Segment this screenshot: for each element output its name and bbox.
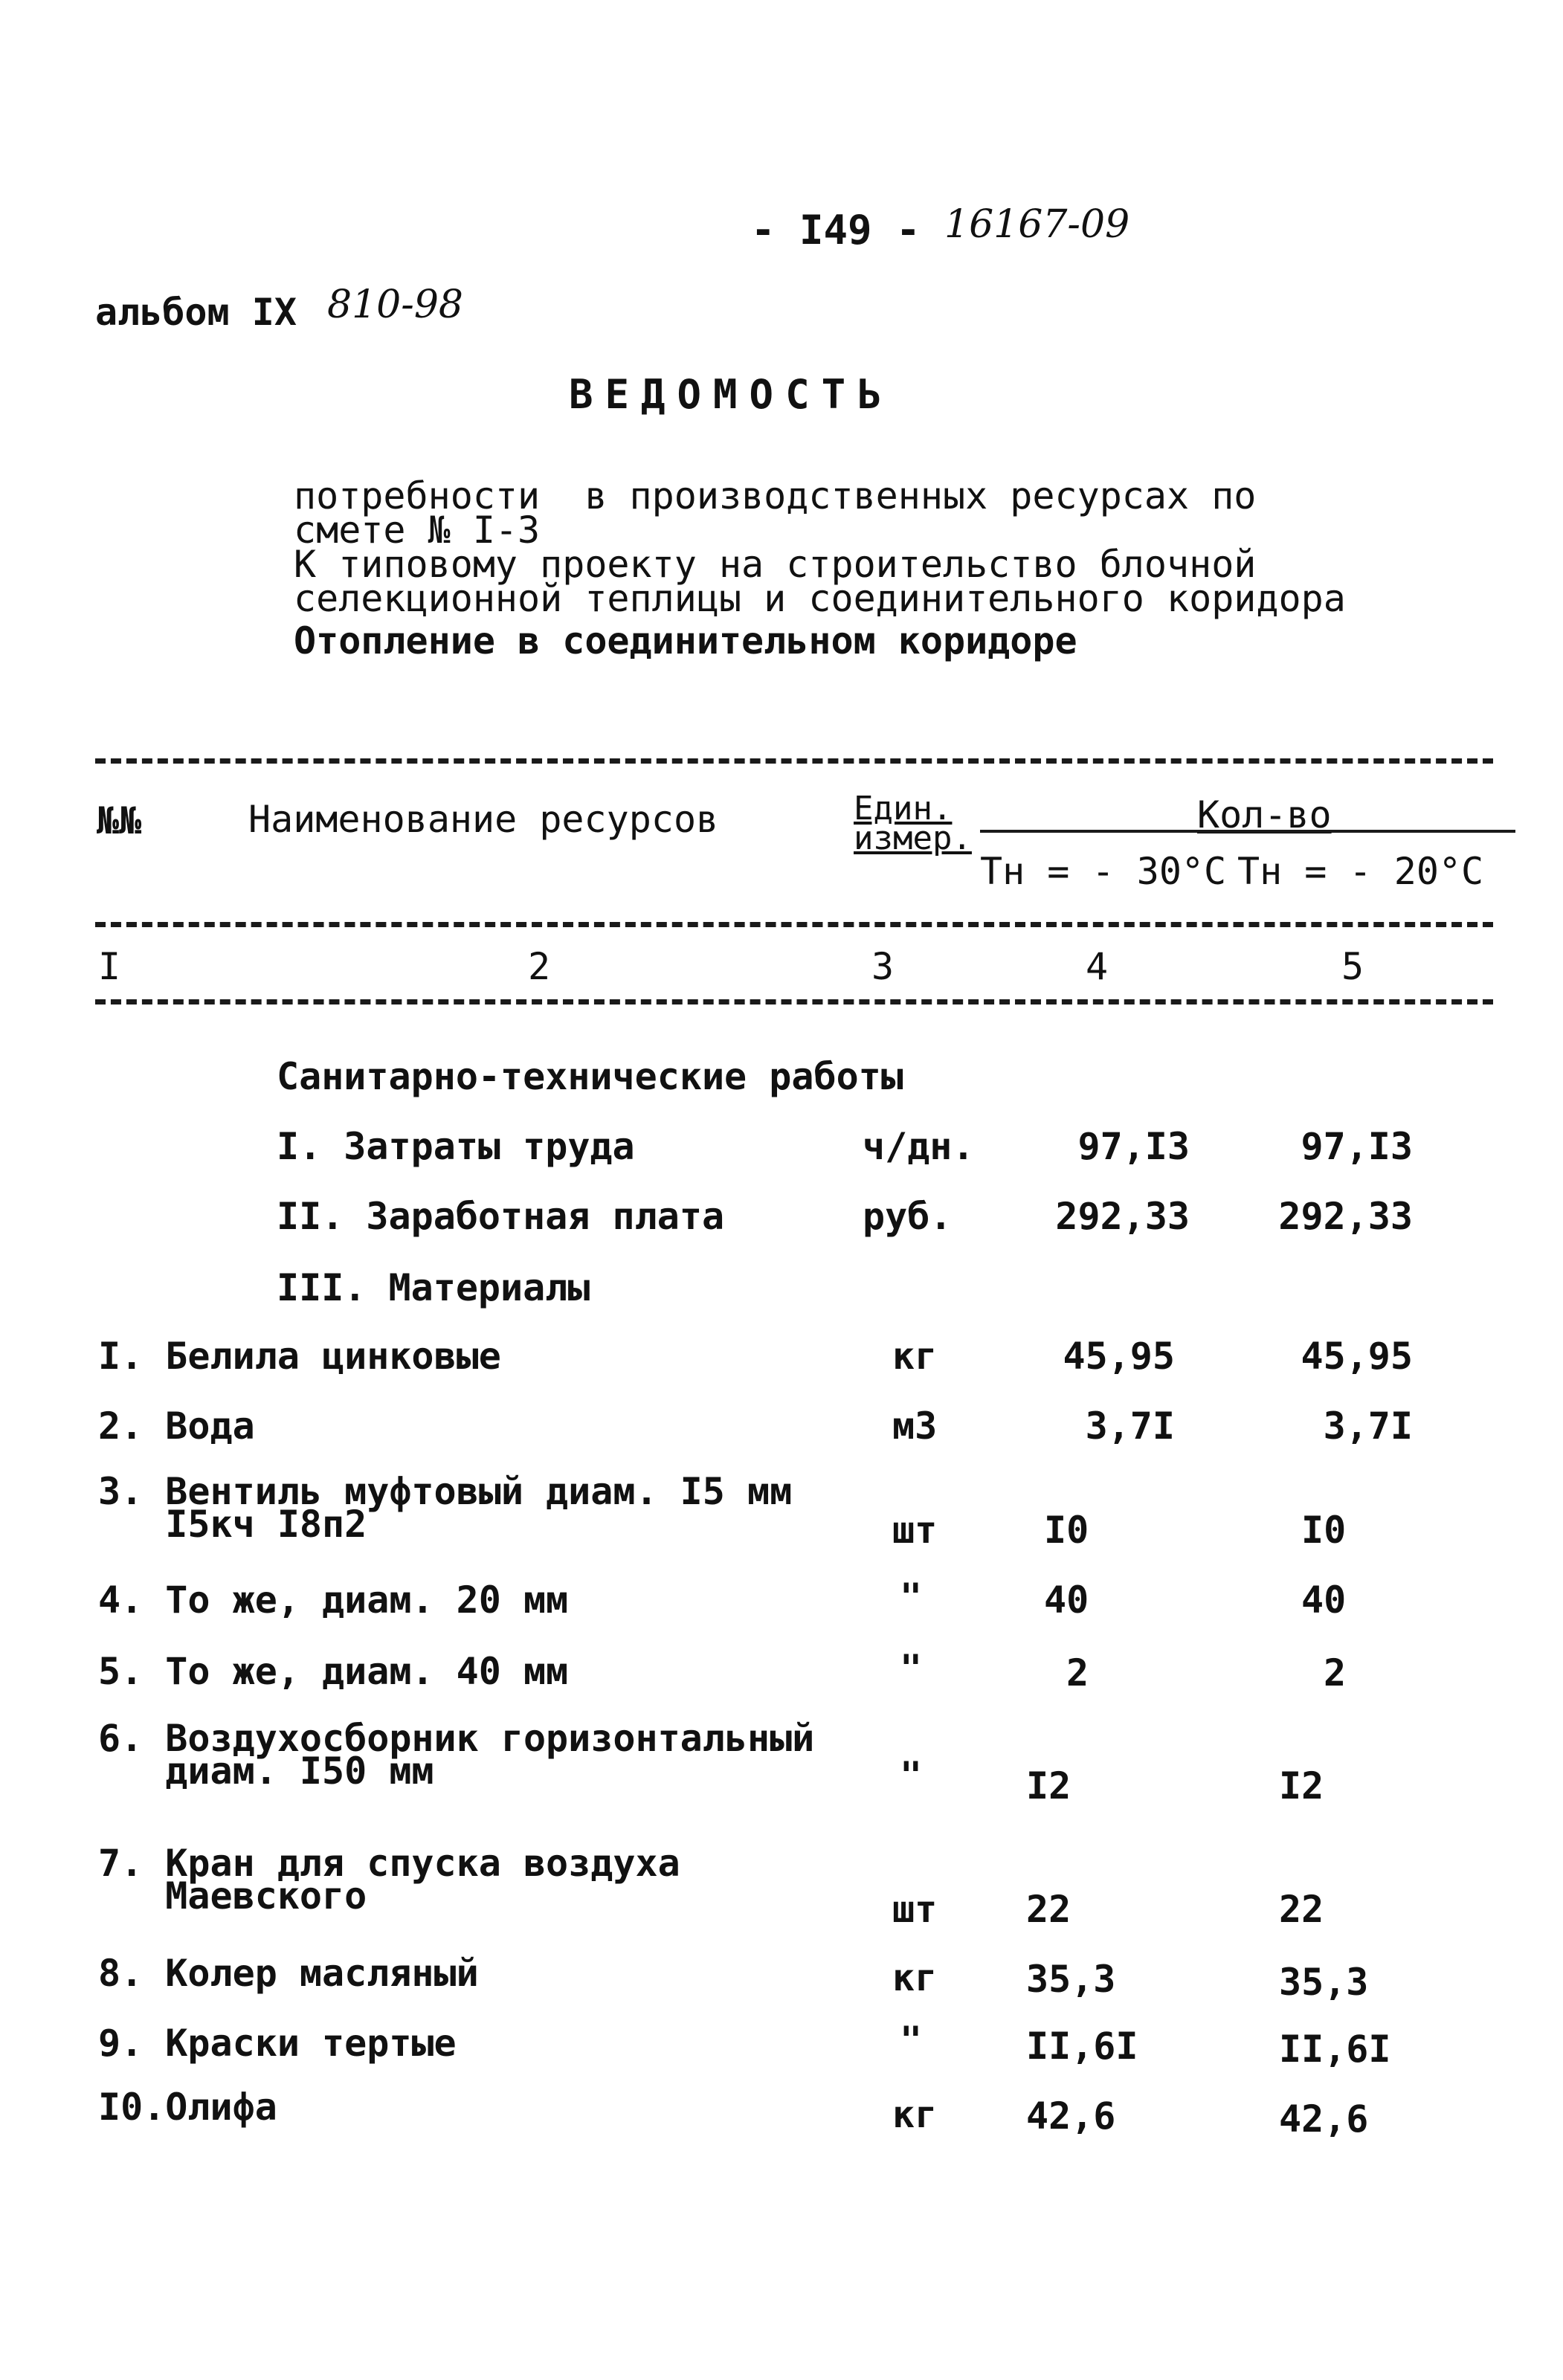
col-number-5: 5 xyxy=(1341,945,1364,988)
material-row-q2: 35,3 xyxy=(1279,1961,1369,2004)
material-row-q1: I0 xyxy=(1044,1509,1089,1552)
header-name: Наименование ресурсов xyxy=(248,798,719,841)
material-row-q2: 22 xyxy=(1279,1888,1324,1931)
album-label: альбом IX xyxy=(95,291,297,334)
material-row-name: I0.Олифа xyxy=(98,2086,277,2129)
material-row-q2: 3,7I xyxy=(1323,1405,1413,1448)
section-title: Отопление в соединительном коридоре xyxy=(294,619,1077,662)
col-number-4: 4 xyxy=(1086,945,1109,988)
material-row-q1: 2 xyxy=(1066,1651,1089,1694)
col-number-3: 3 xyxy=(871,945,895,988)
material-row-name: 4. То же, диам. 20 мм xyxy=(98,1578,569,1622)
material-row-unit: " xyxy=(900,1647,923,1690)
handwritten-album-code: 810-98 xyxy=(327,283,463,327)
document-title: ВЕДОМОСТЬ xyxy=(569,371,894,418)
material-row-unit: кг xyxy=(892,1335,938,1378)
material-row-q1: II,6I xyxy=(1026,2025,1138,2068)
header-num: №№ xyxy=(97,799,142,842)
header-qty-col2: Тн = - 20°С xyxy=(1237,850,1484,893)
summary-row-name: III. Материалы xyxy=(277,1266,590,1309)
subtitle-line: селекционной теплицы и соединительного коридора xyxy=(294,577,1346,620)
header-unit xyxy=(854,790,972,857)
material-row-q1: 22 xyxy=(1026,1888,1071,1931)
material-row-name-line1: 7. Кран для спуска воздуха xyxy=(98,1842,680,1885)
header-divider xyxy=(95,922,1493,927)
material-row-q1: 3,7I xyxy=(1085,1405,1175,1448)
material-row-unit: шт xyxy=(892,1888,938,1931)
summary-row-unit: ч/дн. xyxy=(863,1125,975,1168)
material-row-q1: 40 xyxy=(1044,1578,1089,1622)
material-row-name-line2: диам. I50 мм xyxy=(98,1749,434,1793)
col-number-1: I xyxy=(98,945,121,988)
summary-row-unit: руб. xyxy=(863,1195,953,1238)
material-row-name-line1: 3. Вентиль муфтовый диам. I5 мм xyxy=(98,1470,793,1513)
summary-row-q1: 292,33 xyxy=(1055,1195,1190,1238)
table-top-divider xyxy=(95,758,1493,764)
material-row-unit: шт xyxy=(892,1509,938,1552)
material-row-q2: I2 xyxy=(1279,1764,1324,1807)
summary-row-name: II. Заработная плата xyxy=(277,1195,725,1238)
document-subtitle xyxy=(294,445,1346,620)
material-row-unit: " xyxy=(900,1754,923,1797)
material-row-q2: I0 xyxy=(1301,1509,1347,1552)
header-unit-line1: Един. xyxy=(854,790,953,828)
subtitle-line: потребности в производственных ресурсах по xyxy=(294,474,1257,517)
col-number-2: 2 xyxy=(528,945,551,988)
material-row-name-line2: Маевского xyxy=(98,1874,367,1918)
material-row-name xyxy=(98,1842,680,1918)
material-row-name: 9. Краски тертые xyxy=(98,2022,457,2065)
material-row-name xyxy=(98,1717,815,1793)
material-row-q1: 35,3 xyxy=(1026,1958,1116,2001)
material-row-unit: " xyxy=(900,1576,923,1619)
material-row-name xyxy=(98,1470,793,1546)
material-row-unit: " xyxy=(900,2019,923,2062)
header-qty-col1: Тн = - 30°С xyxy=(980,850,1227,893)
page-number: - I49 - xyxy=(751,207,921,254)
material-row-q2: 45,95 xyxy=(1301,1335,1413,1378)
header-qty-rule xyxy=(980,830,1515,833)
body-divider xyxy=(95,999,1493,1004)
material-row-name: I. Белила цинковые xyxy=(98,1335,501,1378)
material-row-q2: 42,6 xyxy=(1279,2097,1369,2141)
header-unit-line2: измер. xyxy=(854,819,972,857)
subtitle-line: К типовому проекту на строительство блочной xyxy=(294,543,1257,586)
material-row-name-line1: 6. Воздухосборник горизонтальный xyxy=(98,1717,815,1760)
subtitle-line: смете № I-3 xyxy=(294,509,541,552)
summary-row-q1: 97,I3 xyxy=(1077,1125,1190,1168)
material-row-unit: кг xyxy=(892,1956,938,1999)
summary-row-q2: 97,I3 xyxy=(1301,1125,1413,1168)
material-row-q1: 42,6 xyxy=(1026,2094,1116,2138)
material-row-unit: кг xyxy=(892,2093,938,2136)
group-title: Санитарно-технические работы xyxy=(277,1055,903,1098)
material-row-name-line2: I5кч I8п2 xyxy=(98,1503,367,1546)
header-qty: Кол-во xyxy=(1197,793,1332,836)
summary-row-q2: 292,33 xyxy=(1278,1195,1413,1238)
material-row-q2: 40 xyxy=(1301,1578,1347,1622)
material-row-q2: 2 xyxy=(1324,1651,1347,1694)
material-row-q1: I2 xyxy=(1026,1764,1071,1807)
material-row-unit: м3 xyxy=(892,1405,938,1448)
summary-row-name: I. Затраты труда xyxy=(277,1125,635,1168)
material-row-name: 2. Вода xyxy=(98,1405,255,1448)
material-row-name: 8. Колер масляный xyxy=(98,1952,479,1995)
material-row-name: 5. То же, диам. 40 мм xyxy=(98,1650,569,1693)
handwritten-code: 16167-09 xyxy=(944,202,1130,247)
material-row-q2: II,6I xyxy=(1279,2028,1391,2071)
material-row-q1: 45,95 xyxy=(1063,1335,1175,1378)
